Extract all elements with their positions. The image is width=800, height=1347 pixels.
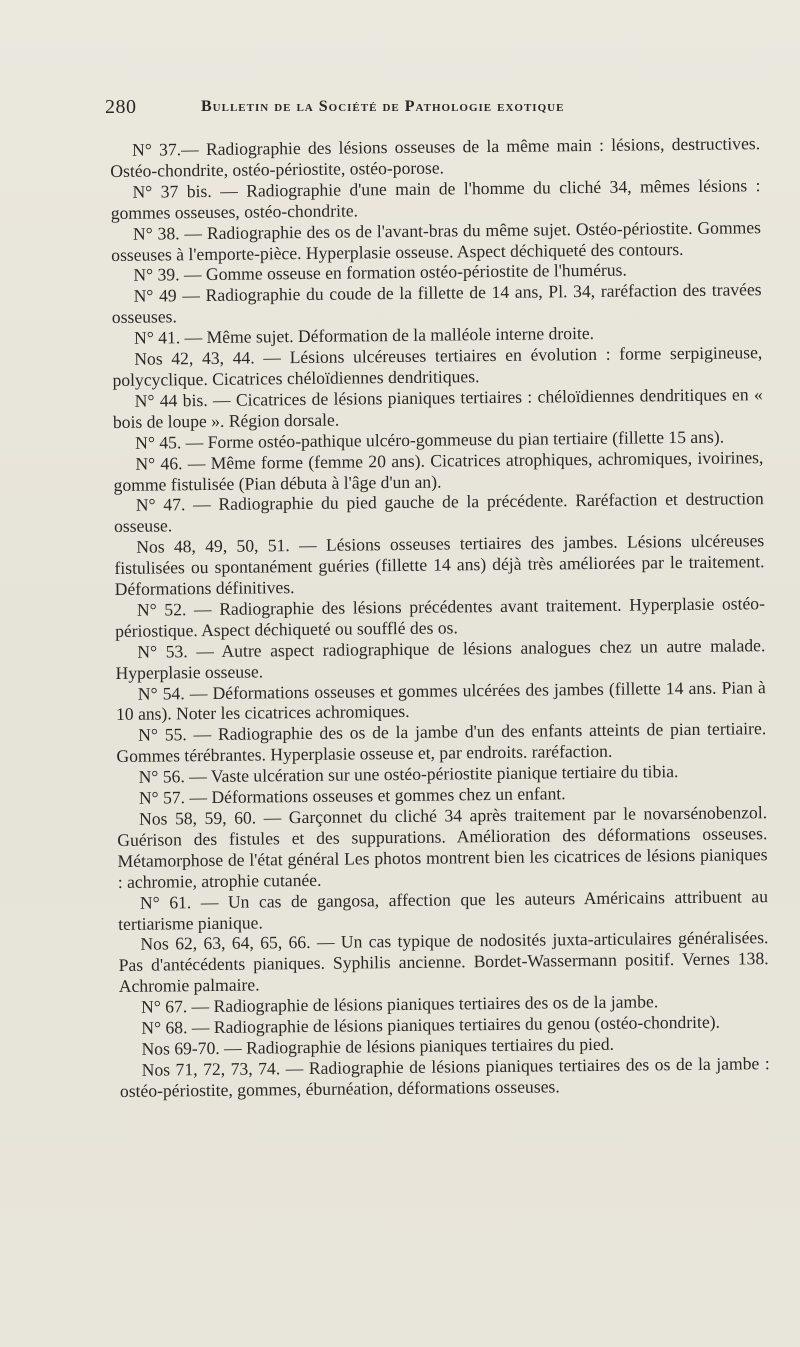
entry-71-74: Nos 71, 72, 73, 74. — Radiographie de lésions pianiques tertiaires des os de la jambe : ostéo-périostite, gommes, éburnéation, déformations osseuses. [119,1053,770,1101]
entry-37: N° 37.— Radiographie des lésions osseuses de la même main : lésions, destructives. Ostéo-chondrite, ostéo-périostite, ostéo-porose. [110,133,761,181]
entry-67: N° 67. — Radiographie de lésions pianiques tertiaires des os de la jambe. [140,991,659,1017]
entry-57: N° 57. — Déformations osseuses et gommes chez un enfant. [138,783,566,808]
entry-62-66: Nos 62, 63, 64, 65, 66. — Un cas typique de nodosités juxta-articulaires généralisées. Pas d'antécédents pianiques. Syphilis ancienne. Bordet-Wassermann positif. Vernes 138. Achromie palmaire. [118,927,769,997]
entry-52: N° 52. — Radiographie des lésions précédentes avant traitement. Hyperplasie ostéo-périostique. Aspect déchiqueté ou soufflé des os. [115,593,765,641]
entry-55: N° 55. — Radiographie des os de la jambe d'un des enfants atteints de pian tertiaire. Gommes térébrantes. Hyperplasie osseuse et, par endroits. raréfaction. [116,718,767,767]
page-header [105,96,755,126]
entry-69-70: Nos 69-70. — Radiographie de lésions pianiques tertiaires du pied. [141,1033,615,1059]
entry-47: N° 47. — Radiographie du pied gauche de la précédente. Raréfaction et destruction osseuse. [113,488,764,537]
entry-46: N° 46. — Même forme (femme 20 ans). Cicatrices atrophiques, achromiques, ivoirines, gomme fistulisée (Pian débuta à l'âge d'un an). [113,446,764,495]
entry-58-60: Nos 58, 59, 60. — Garçonnet du cliché 34 après traitement par le novarsénobenzol. Guérison des fistules et des suppurations. Amélioration des déformations osseuses. Métamorphose de l'état général Les photos montrent bien les cicatrices de lésions pianiques : achromie, atrophie cutanée. [117,802,768,892]
entry-42-44: Nos 42, 43, 44. — Lésions ulcéreuses tertiaires en évolution : forme serpigineuse, polycyclique. Cicatrices chéloïdiennes dendritiques. [112,342,763,390]
entry-list [110,133,770,1101]
entry-53: N° 53. — Autre aspect radiographique de lésions analogues chez un autre malade. Hyperplasie osseuse. [115,634,766,683]
entry-44-bis: N° 44 bis. — Cicatrices de lésions pianiques tertiaires : chéloïdiennes dendritiques en « bois de loupe ». Région dorsale. [112,384,763,432]
entry-54: N° 54. — Déformations osseuses et gommes ulcérées des jambes (fillette 14 ans. Pian à 10 ans). Noter les cicatrices achromiques. [115,676,766,725]
running-title: Bulletin de la Société de Pathologie exotique [201,98,565,115]
entry-48-51: Nos 48, 49, 50, 51. — Lésions osseuses tertiaires des jambes. Lésions ulcéreuses fistulisées ou spontanément guéries (fillette 14 ans) déjà très améliorées par le traitement. Déformations définitives. [114,530,765,600]
entry-38: N° 38. — Radiographie des os de l'avant-bras du même sujet. Ostéo-périostite. Gommes osseuses à l'emporte-pièce. Hyperplasie osseuse. Aspect déchiqueté des contours. [111,216,762,265]
entry-41: N° 41. — Même sujet. Déformation de la malléole interne droite. [133,323,595,348]
entry-68: N° 68. — Radiographie de lésions pianiques tertiaires du genou (ostéo-chondrite). [141,1011,721,1038]
entry-61: N° 61. — Un cas de gangosa, affection que les auteurs Américains attribuent au tertiarisme pianique. [118,885,769,934]
entry-56: N° 56. — Vaste ulcération sur une ostéo-périostite pianique tertiaire du tibia. [138,761,679,787]
entry-39: N° 39. — Gomme osseuse en formation ostéo-périostite de l'humérus. [133,260,627,286]
entry-37-bis: N° 37 bis. — Radiographie d'une main de l'homme du cliché 34, mêmes lésions : gommes osseuses, ostéo-chondrite. [110,175,761,223]
page-number: 280 [105,96,137,118]
entry-40: N° 49 — Radiographie du coude de la fillette de 14 ans, Pl. 34, raréfaction des travées osseuses. [111,279,762,328]
entry-45: N° 45. — Forme ostéo-pathique ulcéro-gommeuse du pian tertiaire (fillette 15 ans). [135,426,725,453]
